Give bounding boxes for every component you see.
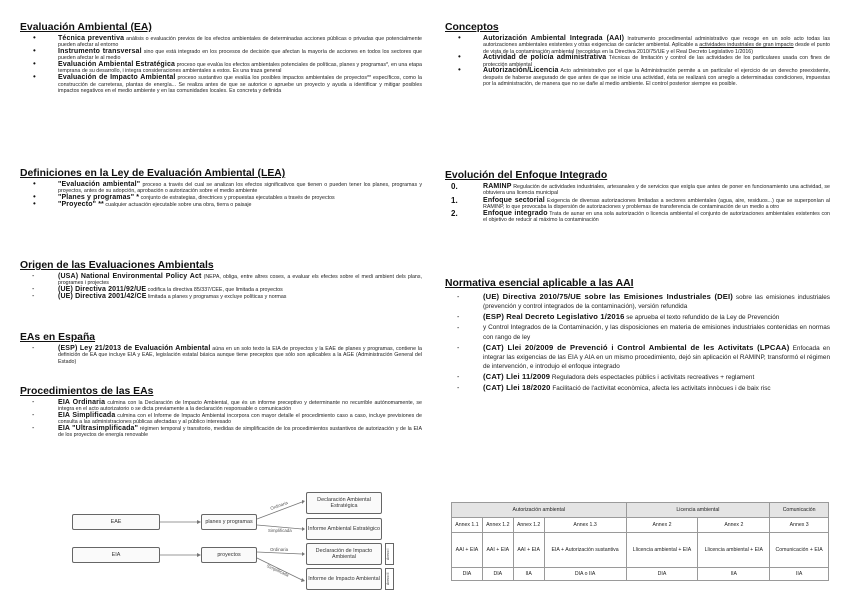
list-item (445, 36, 830, 55)
diagram-box-planes: planes y programas (201, 514, 257, 530)
list-item (20, 413, 422, 426)
diagram-label-ordinaria-top: Ordinaria (269, 500, 289, 511)
list-item-term: Enfoque integrado (483, 210, 548, 218)
section-title-origen: Origen de las Evaluaciones Ambientals (20, 260, 214, 271)
list-item-term: (CAT) Llei 11/2009 (483, 372, 551, 382)
list-item-text: culmina con el Informe de Impacto Ambiental incorpora con mayor detalle el procedimiento caso a caso, incluye previsiones de consulta a las administraciones públicas afectadas y al público interesado (58, 413, 422, 426)
list-item-term: (CAT) Llei 18/2020 (483, 383, 551, 393)
section-title-evolucion: Evolución del Enfoque Integrado (445, 170, 608, 181)
list-item (20, 202, 422, 208)
list-item (20, 75, 422, 94)
section-title-conceptos: Conceptos (445, 22, 499, 33)
table-cell: IIA (770, 568, 829, 581)
diagram-label-ordinaria-bottom: Ordinaria (270, 547, 289, 552)
list-item (445, 372, 830, 382)
diagram-label-simplificada-top: Simplificada (268, 528, 292, 533)
arrow-head (302, 500, 305, 504)
section-title-espana: EAs en España (20, 332, 96, 343)
section-lea (20, 168, 422, 209)
list-item-number: 0. (451, 182, 458, 191)
table-row (452, 533, 829, 568)
list-item (445, 343, 830, 372)
diagram-box-eia: EIA (72, 547, 160, 563)
table-cell: Annex 1.2 (513, 518, 544, 533)
list-item-number: 1. (451, 195, 458, 205)
list-item-term: EIA Ordinaria (58, 399, 106, 406)
table-row (452, 568, 829, 581)
list-item-term: Autorización Ambiental Integrada (AAI) (483, 35, 625, 42)
espana-list (20, 346, 422, 365)
table-cell: AAI + EIA (513, 533, 544, 568)
table-cell: AAI + EIA (452, 533, 483, 568)
list-item-text: codifica la directiva 85/337/CEE, que limitada a proyectos (147, 287, 283, 294)
list-item-term: (UE) Directiva 2011/92/UE (58, 286, 147, 294)
diagram-box-declaracion-ia: Declaración de Impacto Ambiental (306, 543, 382, 565)
list-item-text: Trata de aunar en una sola autorización o licencia ambiental el conjunto de autorizaciones ambientales existentes con el objetivo de reducir al máximo la contaminación (483, 211, 830, 224)
list-item (445, 383, 830, 393)
list-item-text: desde el punto de vista de la contaminación ambiental (recogidas en la Directiva 2010/75/UE y el Real Decreto Legislativo 1/2016) (483, 42, 830, 55)
list-item (20, 182, 422, 195)
list-item-text: Facilitació de l'activitat econòmica, afecta les activitats innòcues i de baix risc (552, 385, 771, 393)
list-item-term: Instrumento transversal (58, 48, 142, 56)
table-cell: EIA + Autorización sustantiva (544, 533, 626, 568)
list-item-text: proceso que evalúa los efectos ambientales potenciales de políticas, planes y programas*, en una etapa temprana de su desarrollo, i integra consideraciones ambientales a estos. Es una traza general (58, 62, 423, 75)
list-item (445, 312, 830, 322)
list-item-term: "Proyecto" ** (58, 200, 104, 208)
lea-list (20, 182, 422, 208)
section-procedimientos (20, 386, 422, 439)
section-espana (20, 332, 422, 365)
list-item-underlined: actividades industriales de gran impacto (699, 42, 794, 49)
list-item-term: (UE) Directiva 2010/75/UE sobre las Emisiones Industriales (DEI) (483, 292, 733, 301)
list-item-term: (USA) National Environmental Policy Act (58, 273, 202, 280)
arrow-head (302, 552, 305, 556)
list-item-text: régimen temporal y transitorio, medidas de simplificación de los procedimientos sustantivos de autorización y de la EIA de los proyectos de energía renovable (58, 426, 422, 439)
arrow-head (302, 527, 305, 531)
diagram-box-proyectos: proyectos (201, 547, 257, 563)
list-item-term: EIA "Ultrasimplificada" (58, 425, 139, 433)
list-item-text: Regulación de actividades industriales, artesanales y de servicios que exigía que antes de poner en funcionamiento una actividad, se obtuviera una licencia municipal (483, 184, 830, 197)
list-item-text: sino que está integrado en los procesos de decisión que afectan la mayoría de acciones en todos los sectores que pueden afectar le al medio (58, 49, 422, 62)
list-item-text: cualquier actuación ejecutable sobre una obra, tierra o paisaje (105, 201, 252, 208)
table-cell: Annex 1.2 (482, 518, 513, 533)
diagram-box-informe-ae: Informe Ambiental Estratégico (306, 518, 382, 540)
arrow-head (301, 578, 305, 582)
list-item-text: y Control Integrados de la Contaminación, y las disposiciones en materia de emisiones industriales contenidas en normas con rango de ley (483, 324, 830, 341)
list-item-text: Enfocada en integrar las exigencias de las EIA y AIA en un mismo procedimiento, dejó sin aplicación el RAMINP, transformó el régimen de intervención, e introdujo el enfoque integrado (483, 344, 830, 371)
table-row (452, 503, 829, 518)
ea-flow-diagram (72, 492, 417, 590)
list-item-term: (ESP) Ley 21/2013 de Evaluación Ambiental (58, 345, 211, 352)
list-item (20, 49, 422, 62)
table-cell: AAI + EIA (482, 533, 513, 568)
diagram-box-declaracion-ae: Declaración Ambiental Estratégica (306, 492, 382, 514)
table-cell: IIA (698, 568, 770, 581)
list-item-term: Autorización/Licencia (483, 67, 559, 75)
table-cell: Annex 1.1 (452, 518, 483, 533)
list-item-text: conjunto de estrategias, directrices y propuestas ejecutables a través de proyectos (140, 195, 335, 202)
table-cell: IIA (513, 568, 544, 581)
ea-list (20, 36, 422, 94)
table-cell: Llicencia ambiental + EIA (698, 533, 770, 568)
table-cell: DIA (452, 568, 483, 581)
list-item-term: "Planes y programas" * (58, 194, 140, 202)
list-item-term: Enfoque sectorial (483, 196, 545, 204)
annex-table-grid (451, 502, 829, 581)
list-item-number: 2. (451, 209, 458, 219)
diagram-label-simplificada-bottom: Simplificada (266, 563, 290, 578)
list-item-text: limitada a planes y programas y excluye políticas y normas (148, 293, 287, 300)
section-title-normativa: Normativa esencial aplicable a las AAI (445, 278, 634, 289)
list-item-term: "Evaluación ambiental" (58, 181, 141, 188)
diagram-box-informe-ia: Informe de Impacto Ambiental (306, 568, 382, 590)
list-item-text: proceso a través del cual se analizan los efectos significativos que tienen o pueden tener los planes, programas y proyectos, antes de su adopción, aprobación o autorización sobre el medio ambiente (58, 182, 422, 195)
table-cell: Comunicación (770, 503, 829, 518)
list-item (20, 274, 422, 287)
list-item-term: EIA Simplificada (58, 412, 116, 420)
table-cell: DIA o IIA (544, 568, 626, 581)
table-cell: Comunicación + EIA (770, 533, 829, 568)
list-item-term: (CAT) Llei 20/2009 de Prevenció i Control Ambiental de les Activitats (LPCAA) (483, 342, 790, 352)
list-item-term: (UE) Directiva 2001/42/CE (58, 292, 147, 300)
list-item-text: análisis o evaluación previos de los efectos ambientales de determinadas acciones públicas o privadas que potencialmente pueden afectar al entorno (58, 36, 422, 49)
list-item (445, 195, 830, 211)
table-row (452, 518, 829, 533)
list-item-text: se aprueba el texto refundido de la Ley de Prevención (626, 314, 780, 322)
section-conceptos (445, 22, 830, 88)
list-item-term: Actividad de policía administrativa (483, 54, 607, 62)
table-cell: Annex 3 (770, 518, 829, 533)
section-title-procedimientos: Procedimientos de las EAs (20, 386, 154, 397)
list-item (445, 323, 830, 342)
conceptos-list (445, 36, 830, 87)
list-item-text: aúna en un solo texto la EIA de proyectos y la EAE de planes y programas, contiene la definición de EA que incluye EIA y EAE, legislación estatal básica aunque tiene preceptos que sólo son aplicables a la AGE (Administración General del Estado) (58, 346, 422, 365)
section-ea (20, 22, 422, 95)
connector-ordinaria-bottom (257, 552, 302, 554)
table-cell: Autorización ambiental (452, 503, 627, 518)
section-title-ea: Evaluación Ambiental (EA) (20, 22, 152, 33)
list-item (445, 184, 830, 197)
section-origen (20, 260, 422, 301)
table-cell: Annex 1.3 (544, 518, 626, 533)
list-item (20, 426, 422, 439)
list-item-text: culmina con la Declaración de Impacto Ambiental, que és un informe preceptivo y determinante no recurrible autónomamente, se integra en el acto autorizatorio o se dicta previamente a la declaración responsable o comunicación (58, 400, 422, 413)
table-cell: Licencia ambiental (626, 503, 770, 518)
diagram-tag-anexo-2: Anexo II (385, 568, 394, 590)
list-item (445, 292, 830, 312)
diagram-tag-anexo-1: Anexo I (385, 543, 394, 565)
list-item-text: Instrumento procedimental administrativo que recoge en un solo acto todas las autorizaciones ambientales existentes y otras exigencias de carácter ambiental. Aplicable a (483, 36, 830, 49)
list-item-text: sobre las emisiones industriales (prevención y control integrados de la contaminación), versión refundida (483, 294, 830, 311)
table-cell: Annex 2 (698, 518, 770, 533)
list-item-term: Evaluación de Impacto Ambiental (58, 74, 176, 82)
list-item-text: Técnicas de limitación y control de las actividades de los particulares usada con fines de protección ambiental (483, 55, 830, 68)
table-cell: Annex 2 (626, 518, 698, 533)
list-item-text: (NEPA, obliga, entre altres coses, a evaluar els efectes sobre el medi ambient dels plans, programes i projectes (58, 274, 422, 287)
list-item-term: (ESP) Real Decreto Legislativo 1/2016 (483, 312, 625, 322)
list-item (20, 400, 422, 413)
list-item (445, 55, 830, 68)
list-item-text: Exigencia de diversas autorizaciones limitadas a sectores ambientales (agua, aire, residuos...) que se superponían al RAMINP, lo que provocaba la dispersión de autorizaciones y problemas de transferencia de contaminación de un medio a otro (483, 197, 830, 210)
section-evolucion (445, 170, 830, 225)
annex-table (451, 502, 829, 581)
list-item-term: Evaluación Ambiental Estratégica (58, 61, 176, 69)
procedimientos-list (20, 400, 422, 439)
list-item (445, 211, 830, 224)
list-item (20, 346, 422, 365)
list-item (20, 62, 422, 75)
list-item-text: Reguladora dels espectacles públics i activitats recreatives + reglament (551, 374, 755, 382)
origen-list (20, 274, 422, 300)
table-cell: Llicencia ambiental + EIA (626, 533, 698, 568)
list-item-text: Acto administrativo por el que la Administración permite a un particular el ejercicio de un derecho preexistente, después de haberse asegurado de que antes de que se inicie una actividad, ésta se realizará con arreglo a determinadas condiciones, impuestas por la administración, de manera que no se dañe al medio ambiente. El control posterior siempre es posible. (483, 68, 830, 88)
list-item (445, 68, 830, 87)
section-normativa (445, 278, 830, 394)
table-cell: DIA (482, 568, 513, 581)
list-item-term: RAMINP (483, 183, 512, 190)
normativa-list (445, 292, 830, 394)
list-item (20, 294, 422, 300)
diagram-box-eae: EAE (72, 514, 160, 530)
evolucion-list (445, 184, 830, 224)
table-cell: DIA (626, 568, 698, 581)
list-item-text: proceso sustantivo que evalúa los posibles impactos ambientales de proyectos** específicos, como la construcción de carreteras, plantas de energía... Se realiza antes de que se autorice o apruebe un proyecto y ayuda a identificar y mitigar posibles impactos negativos en el medio ambiente y en las comunidades locales. Es concreta y definida (58, 75, 422, 94)
list-item (20, 36, 422, 49)
list-item-term: Técnica preventiva (58, 35, 125, 42)
section-title-lea: Definiciones en la Ley de Evaluación Ambiental (LEA) (20, 168, 286, 179)
